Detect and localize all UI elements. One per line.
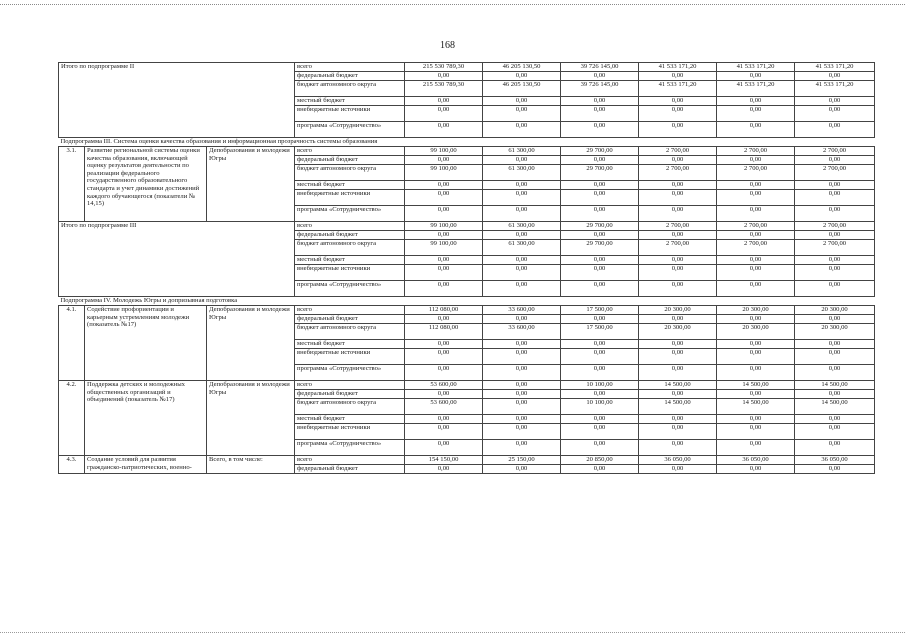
amount-cell: 0,00 — [717, 424, 795, 440]
amount-cell: 0,00 — [405, 340, 483, 349]
amount-cell: 0,00 — [483, 122, 561, 138]
amount-cell: 29 700,00 — [561, 222, 639, 231]
amount-cell: 0,00 — [405, 72, 483, 81]
table-row — [59, 63, 875, 72]
amount-cell: 0,00 — [405, 281, 483, 297]
amount-cell: 0,00 — [639, 349, 717, 365]
amount-cell: 0,00 — [405, 190, 483, 206]
amount-cell: 0,00 — [795, 424, 875, 440]
funding-source: внебюджетные источники — [295, 349, 405, 365]
amount-cell: 0,00 — [717, 190, 795, 206]
amount-cell: 0,00 — [483, 465, 561, 474]
amount-cell: 0,00 — [795, 231, 875, 240]
amount-cell: 2 700,00 — [639, 165, 717, 181]
funding-source: федеральный бюджет — [295, 72, 405, 81]
amount-cell: 0,00 — [639, 265, 717, 281]
amount-cell: 0,00 — [795, 190, 875, 206]
funding-source: программа «Сотрудничество» — [295, 440, 405, 456]
amount-cell: 0,00 — [561, 349, 639, 365]
amount-cell: 0,00 — [717, 97, 795, 106]
amount-cell: 20 300,00 — [795, 306, 875, 315]
amount-cell: 0,00 — [405, 231, 483, 240]
amount-cell: 0,00 — [717, 181, 795, 190]
funding-source: бюджет автономного округа — [295, 399, 405, 415]
amount-cell: 20 300,00 — [717, 324, 795, 340]
amount-cell: 0,00 — [483, 256, 561, 265]
amount-cell: 154 150,00 — [405, 456, 483, 465]
funding-source: бюджет автономного округа — [295, 81, 405, 97]
amount-cell: 0,00 — [717, 365, 795, 381]
amount-cell: 0,00 — [717, 156, 795, 165]
amount-cell: 0,00 — [483, 265, 561, 281]
total-title: Итого по подпрограмме II — [59, 63, 295, 138]
amount-cell: 0,00 — [405, 465, 483, 474]
amount-cell: 0,00 — [405, 256, 483, 265]
amount-cell: 215 530 789,30 — [405, 81, 483, 97]
amount-cell: 2 700,00 — [639, 240, 717, 256]
funding-source: местный бюджет — [295, 340, 405, 349]
subprogram-header-row — [59, 297, 875, 306]
amount-cell: 2 700,00 — [795, 240, 875, 256]
amount-cell: 0,00 — [405, 156, 483, 165]
amount-cell: 0,00 — [561, 424, 639, 440]
item-executor: Всего, в том числе: — [207, 456, 295, 474]
amount-cell: 29 700,00 — [561, 147, 639, 156]
amount-cell: 0,00 — [717, 390, 795, 399]
amount-cell: 0,00 — [483, 181, 561, 190]
amount-cell: 99 100,00 — [405, 240, 483, 256]
funding-source: местный бюджет — [295, 181, 405, 190]
page-number: 168 — [440, 40, 455, 51]
amount-cell: 20 300,00 — [717, 306, 795, 315]
amount-cell: 0,00 — [795, 106, 875, 122]
amount-cell: 0,00 — [639, 440, 717, 456]
amount-cell: 0,00 — [717, 122, 795, 138]
total-title: Итого по подпрограмме III — [59, 222, 295, 297]
amount-cell: 0,00 — [795, 122, 875, 138]
funding-source: программа «Сотрудничество» — [295, 281, 405, 297]
amount-cell: 0,00 — [795, 390, 875, 399]
amount-cell: 0,00 — [639, 231, 717, 240]
amount-cell: 20 300,00 — [639, 324, 717, 340]
amount-cell: 0,00 — [405, 390, 483, 399]
amount-cell: 61 300,00 — [483, 165, 561, 181]
amount-cell: 0,00 — [639, 190, 717, 206]
amount-cell: 0,00 — [795, 415, 875, 424]
amount-cell: 14 500,00 — [717, 381, 795, 390]
amount-cell: 0,00 — [561, 97, 639, 106]
amount-cell: 61 300,00 — [483, 147, 561, 156]
amount-cell: 0,00 — [561, 72, 639, 81]
item-name: Содействие профориентации и карьерным устремлениям молодежи (показатель №17) — [85, 306, 207, 381]
amount-cell: 0,00 — [483, 231, 561, 240]
amount-cell: 0,00 — [561, 122, 639, 138]
amount-cell: 0,00 — [639, 72, 717, 81]
amount-cell: 0,00 — [717, 415, 795, 424]
amount-cell: 33 600,00 — [483, 306, 561, 315]
funding-source: внебюджетные источники — [295, 265, 405, 281]
amount-cell: 0,00 — [561, 390, 639, 399]
amount-cell: 0,00 — [483, 390, 561, 399]
amount-cell: 20 850,00 — [561, 456, 639, 465]
amount-cell: 0,00 — [483, 106, 561, 122]
amount-cell: 0,00 — [483, 424, 561, 440]
amount-cell: 0,00 — [483, 156, 561, 165]
amount-cell: 29 700,00 — [561, 165, 639, 181]
amount-cell: 0,00 — [483, 440, 561, 456]
amount-cell: 0,00 — [405, 106, 483, 122]
amount-cell: 0,00 — [717, 106, 795, 122]
amount-cell: 0,00 — [561, 340, 639, 349]
funding-source: всего — [295, 456, 405, 465]
amount-cell: 0,00 — [639, 390, 717, 399]
funding-source: всего — [295, 306, 405, 315]
amount-cell: 0,00 — [639, 315, 717, 324]
subprogram-header-row — [59, 138, 875, 147]
amount-cell: 41 533 171,20 — [795, 63, 875, 72]
amount-cell: 0,00 — [639, 281, 717, 297]
amount-cell: 41 533 171,20 — [639, 81, 717, 97]
amount-cell: 0,00 — [639, 256, 717, 265]
amount-cell: 0,00 — [639, 181, 717, 190]
amount-cell: 0,00 — [717, 465, 795, 474]
amount-cell: 0,00 — [717, 256, 795, 265]
amount-cell: 99 100,00 — [405, 165, 483, 181]
amount-cell: 99 100,00 — [405, 222, 483, 231]
amount-cell: 0,00 — [795, 206, 875, 222]
amount-cell: 0,00 — [717, 281, 795, 297]
amount-cell: 0,00 — [483, 415, 561, 424]
amount-cell: 215 530 789,30 — [405, 63, 483, 72]
amount-cell: 36 050,00 — [639, 456, 717, 465]
amount-cell: 0,00 — [561, 106, 639, 122]
amount-cell: 20 300,00 — [639, 306, 717, 315]
amount-cell: 0,00 — [561, 156, 639, 165]
funding-source: бюджет автономного округа — [295, 165, 405, 181]
subprogram-title: Подпрограмма III. Система оценки качества образования и информационная прозрачность системы образования — [59, 138, 875, 147]
amount-cell: 0,00 — [717, 231, 795, 240]
amount-cell: 0,00 — [795, 156, 875, 165]
amount-cell: 0,00 — [561, 206, 639, 222]
item-executor: Депобразования и молодежи Югры — [207, 381, 295, 456]
item-index: 4.1. — [59, 306, 85, 381]
amount-cell: 0,00 — [639, 340, 717, 349]
amount-cell: 14 500,00 — [639, 399, 717, 415]
amount-cell: 61 300,00 — [483, 222, 561, 231]
table-row — [59, 381, 875, 390]
amount-cell: 2 700,00 — [639, 147, 717, 156]
amount-cell: 0,00 — [483, 349, 561, 365]
amount-cell: 10 100,00 — [561, 399, 639, 415]
item-index: 3.1. — [59, 147, 85, 222]
funding-source: всего — [295, 222, 405, 231]
amount-cell: 0,00 — [483, 281, 561, 297]
amount-cell: 0,00 — [795, 465, 875, 474]
amount-cell: 14 500,00 — [795, 399, 875, 415]
amount-cell: 17 500,00 — [561, 306, 639, 315]
funding-source: программа «Сотрудничество» — [295, 365, 405, 381]
amount-cell: 0,00 — [483, 399, 561, 415]
funding-source: местный бюджет — [295, 256, 405, 265]
amount-cell: 14 500,00 — [717, 399, 795, 415]
funding-source: федеральный бюджет — [295, 465, 405, 474]
amount-cell: 2 700,00 — [639, 222, 717, 231]
amount-cell: 0,00 — [405, 315, 483, 324]
amount-cell: 0,00 — [717, 349, 795, 365]
amount-cell: 0,00 — [639, 106, 717, 122]
amount-cell: 29 700,00 — [561, 240, 639, 256]
amount-cell: 20 300,00 — [795, 324, 875, 340]
item-index: 4.2. — [59, 381, 85, 456]
amount-cell: 0,00 — [639, 415, 717, 424]
amount-cell: 0,00 — [795, 365, 875, 381]
item-executor: Депобразования и молодежи Югры — [207, 147, 295, 222]
amount-cell: 0,00 — [405, 440, 483, 456]
amount-cell: 0,00 — [561, 190, 639, 206]
amount-cell: 0,00 — [795, 315, 875, 324]
amount-cell: 14 500,00 — [795, 381, 875, 390]
amount-cell: 0,00 — [561, 256, 639, 265]
amount-cell: 2 700,00 — [795, 222, 875, 231]
funding-source: программа «Сотрудничество» — [295, 122, 405, 138]
amount-cell: 99 100,00 — [405, 147, 483, 156]
amount-cell: 0,00 — [639, 365, 717, 381]
amount-cell: 112 080,00 — [405, 324, 483, 340]
amount-cell: 0,00 — [639, 465, 717, 474]
amount-cell: 41 533 171,20 — [717, 63, 795, 72]
funding-source: бюджет автономного округа — [295, 324, 405, 340]
funding-source: всего — [295, 147, 405, 156]
funding-source: всего — [295, 381, 405, 390]
amount-cell: 0,00 — [717, 72, 795, 81]
amount-cell: 0,00 — [561, 315, 639, 324]
amount-cell: 0,00 — [561, 415, 639, 424]
funding-source: местный бюджет — [295, 97, 405, 106]
item-executor: Депобразования и молодежи Югры — [207, 306, 295, 381]
amount-cell: 46 205 130,50 — [483, 81, 561, 97]
amount-cell: 0,00 — [483, 206, 561, 222]
amount-cell: 112 080,00 — [405, 306, 483, 315]
funding-source: всего — [295, 63, 405, 72]
item-name: Поддержка детских и молодежных общественных организаций и объединений (показатель №17) — [85, 381, 207, 456]
amount-cell: 0,00 — [717, 265, 795, 281]
table-row — [59, 147, 875, 156]
table-row — [59, 222, 875, 231]
amount-cell: 0,00 — [405, 97, 483, 106]
amount-cell: 0,00 — [795, 181, 875, 190]
amount-cell: 0,00 — [561, 465, 639, 474]
amount-cell: 2 700,00 — [717, 147, 795, 156]
amount-cell: 46 205 130,50 — [483, 63, 561, 72]
scan-edge-top — [0, 4, 905, 6]
amount-cell: 0,00 — [795, 281, 875, 297]
funding-source: федеральный бюджет — [295, 231, 405, 240]
amount-cell: 41 533 171,20 — [639, 63, 717, 72]
amount-cell: 0,00 — [639, 122, 717, 138]
amount-cell: 17 500,00 — [561, 324, 639, 340]
amount-cell: 0,00 — [717, 206, 795, 222]
amount-cell: 0,00 — [795, 349, 875, 365]
amount-cell: 0,00 — [483, 381, 561, 390]
amount-cell: 41 533 171,20 — [717, 81, 795, 97]
budget-table — [58, 62, 875, 474]
amount-cell: 0,00 — [405, 122, 483, 138]
amount-cell: 0,00 — [795, 340, 875, 349]
amount-cell: 0,00 — [405, 206, 483, 222]
amount-cell: 0,00 — [483, 72, 561, 81]
funding-source: бюджет автономного округа — [295, 240, 405, 256]
funding-source: внебюджетные источники — [295, 424, 405, 440]
funding-source: программа «Сотрудничество» — [295, 206, 405, 222]
amount-cell: 0,00 — [639, 206, 717, 222]
amount-cell: 0,00 — [405, 424, 483, 440]
scan-edge-bottom — [0, 632, 905, 634]
amount-cell: 0,00 — [405, 265, 483, 281]
amount-cell: 0,00 — [717, 315, 795, 324]
funding-source: федеральный бюджет — [295, 156, 405, 165]
amount-cell: 0,00 — [483, 315, 561, 324]
amount-cell: 0,00 — [405, 349, 483, 365]
amount-cell: 2 700,00 — [717, 165, 795, 181]
item-name: Создание условий для развития гражданско-патриотических, военно- — [85, 456, 207, 474]
amount-cell: 0,00 — [717, 340, 795, 349]
amount-cell: 0,00 — [639, 156, 717, 165]
amount-cell: 0,00 — [483, 190, 561, 206]
amount-cell: 10 100,00 — [561, 381, 639, 390]
amount-cell: 0,00 — [795, 72, 875, 81]
amount-cell: 0,00 — [795, 97, 875, 106]
amount-cell: 2 700,00 — [795, 165, 875, 181]
amount-cell: 39 726 145,00 — [561, 63, 639, 72]
funding-source: федеральный бюджет — [295, 390, 405, 399]
amount-cell: 0,00 — [483, 365, 561, 381]
amount-cell: 61 300,00 — [483, 240, 561, 256]
amount-cell: 36 050,00 — [717, 456, 795, 465]
amount-cell: 0,00 — [561, 231, 639, 240]
amount-cell: 0,00 — [639, 97, 717, 106]
amount-cell: 0,00 — [405, 365, 483, 381]
amount-cell: 0,00 — [483, 340, 561, 349]
amount-cell: 0,00 — [795, 256, 875, 265]
amount-cell: 41 533 171,20 — [795, 81, 875, 97]
table-row — [59, 306, 875, 315]
funding-source: внебюджетные источники — [295, 106, 405, 122]
amount-cell: 2 700,00 — [717, 240, 795, 256]
funding-source: местный бюджет — [295, 415, 405, 424]
amount-cell: 33 600,00 — [483, 324, 561, 340]
amount-cell: 0,00 — [483, 97, 561, 106]
amount-cell: 2 700,00 — [717, 222, 795, 231]
amount-cell: 0,00 — [561, 365, 639, 381]
amount-cell: 53 600,00 — [405, 381, 483, 390]
amount-cell: 0,00 — [405, 181, 483, 190]
amount-cell: 0,00 — [561, 281, 639, 297]
amount-cell: 0,00 — [561, 440, 639, 456]
amount-cell: 25 150,00 — [483, 456, 561, 465]
amount-cell: 0,00 — [795, 440, 875, 456]
amount-cell: 0,00 — [639, 424, 717, 440]
amount-cell: 0,00 — [717, 440, 795, 456]
amount-cell: 2 700,00 — [795, 147, 875, 156]
amount-cell: 36 050,00 — [795, 456, 875, 465]
amount-cell: 0,00 — [561, 265, 639, 281]
subprogram-title: Подпрограмма IV. Молодежь Югры и допризывная подготовка — [59, 297, 875, 306]
table-row — [59, 456, 875, 465]
item-index: 4.3. — [59, 456, 85, 474]
item-name: Развитие региональной системы оценки качества образования, включающей оценку результатов деятельности по реализации федерального государственного образовательного стандарта и учет динамики достижений каждого обучающегося (показатели № 14,15) — [85, 147, 207, 222]
amount-cell: 0,00 — [561, 181, 639, 190]
amount-cell: 0,00 — [405, 415, 483, 424]
amount-cell: 39 726 145,00 — [561, 81, 639, 97]
funding-source: федеральный бюджет — [295, 315, 405, 324]
amount-cell: 0,00 — [795, 265, 875, 281]
funding-source: внебюджетные источники — [295, 190, 405, 206]
amount-cell: 53 600,00 — [405, 399, 483, 415]
amount-cell: 14 500,00 — [639, 381, 717, 390]
